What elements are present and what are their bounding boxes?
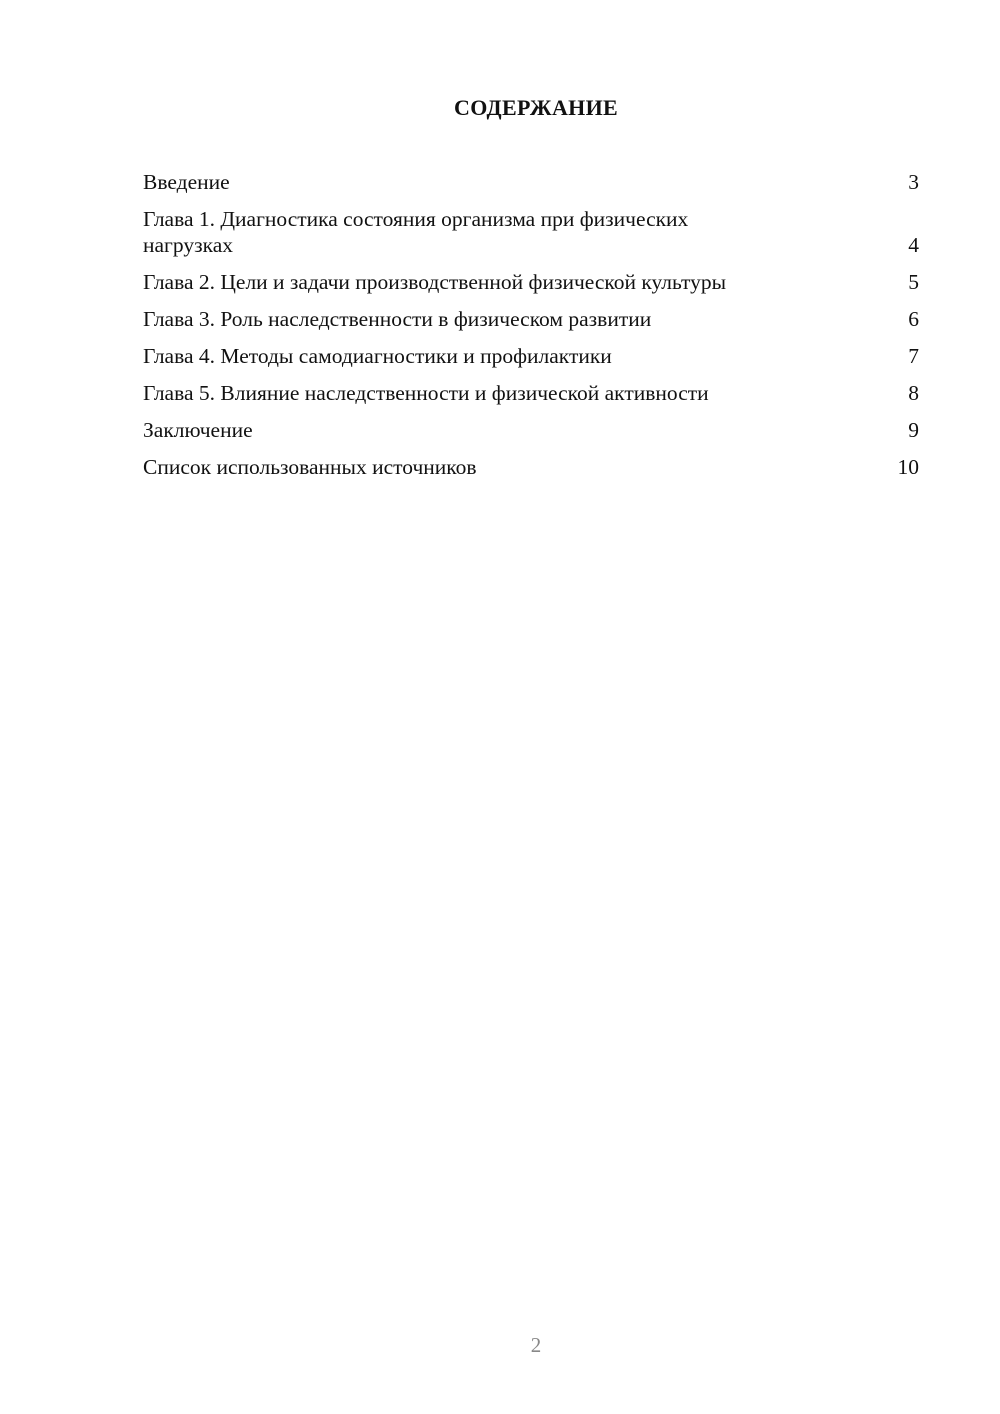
- toc-entry-references: [143, 454, 919, 480]
- toc-entry-page: 8: [908, 381, 919, 405]
- page-title: СОДЕРЖАНИЕ: [454, 95, 618, 120]
- toc-entry-page: 10: [897, 455, 919, 479]
- toc-entry-conclusion: [143, 417, 919, 443]
- toc-entry-chapter-5: [143, 380, 919, 406]
- toc-entry-title: Список использованных источников: [143, 455, 477, 479]
- toc-entry-title: Глава 2. Цели и задачи производственной физической культуры: [143, 270, 727, 294]
- toc-entry-chapter-3: [143, 306, 919, 332]
- toc-entry-title: Глава 4. Методы самодиагностики и профилактики: [143, 344, 612, 368]
- table-of-contents: [143, 169, 919, 480]
- toc-entry-title: Заключение: [143, 418, 253, 442]
- toc-entry-page: 3: [908, 170, 919, 194]
- toc-entry-chapter-2: [143, 269, 919, 295]
- toc-entry-introduction: [143, 169, 919, 195]
- toc-entry-title: Глава 3. Роль наследственности в физическом развитии: [143, 307, 652, 331]
- toc-entry-title: Введение: [143, 170, 230, 194]
- toc-entry-title: Глава 5. Влияние наследственности и физической активности: [143, 381, 709, 405]
- toc-entry-page: 6: [908, 307, 919, 331]
- toc-entry-chapter-1: [143, 206, 919, 258]
- toc-entry-page: 5: [908, 270, 919, 294]
- page-number: 2: [530, 1333, 542, 1357]
- toc-entry-page: 7: [908, 344, 919, 368]
- toc-entry-title: Глава 1. Диагностика состояния организма при физических нагрузках: [143, 207, 689, 257]
- toc-entry-chapter-4: [143, 343, 919, 369]
- toc-entry-page: 4: [908, 233, 919, 257]
- toc-entry-page: 9: [908, 418, 919, 442]
